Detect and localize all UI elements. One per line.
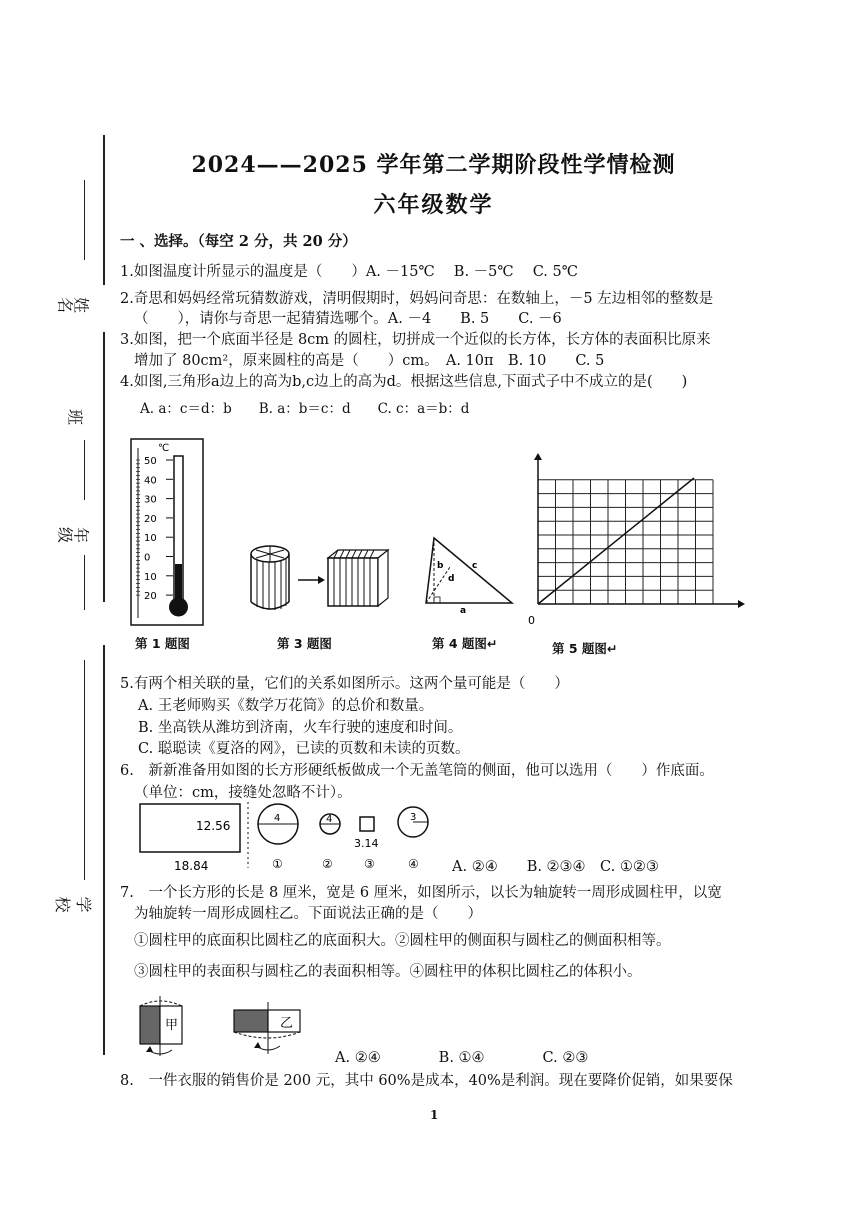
question-5-option-c: C. 聪聪读《夏洛的网》，已读的页数和未读的页数。 bbox=[138, 741, 470, 757]
question-5-option-b: B. 坐高铁从潍坊到济南，火车行驶的速度和时间。 bbox=[138, 720, 463, 736]
thermo-tick-label: 20 bbox=[144, 513, 157, 525]
question-6-options: A. ②④ B. ②③④ C. ①②③ bbox=[452, 859, 659, 875]
question-4-options: A. a：c＝d：b B. a：b＝c：d C. c：a＝b：d bbox=[140, 401, 470, 417]
triangle-figure bbox=[420, 535, 520, 615]
circle1-label: 4 bbox=[274, 813, 281, 824]
school-blank[interactable] bbox=[84, 660, 85, 880]
binding-line-bottom bbox=[103, 645, 105, 1055]
name-label: 姓名 bbox=[57, 294, 90, 314]
question-7-statement-1-2: ①圆柱甲的底面积比圆柱乙的底面积大。②圆柱甲的侧面积与圆柱乙的侧面积相等。 bbox=[134, 933, 671, 949]
binding-line-mid bbox=[103, 332, 105, 602]
page-number: 1 bbox=[430, 1108, 439, 1122]
option-num-3: ③ bbox=[364, 857, 375, 871]
exam-title: 2024——2025 学年第二学期阶段性学情检测 bbox=[191, 152, 676, 178]
caption-fig1: 第 1 题图 bbox=[135, 636, 190, 651]
question-3-line1: 3.如图，把一个底面半径是 8cm 的圆柱，切拼成一个近似的长方体，长方体的表面积比原来 bbox=[120, 332, 711, 348]
origin-label: 0 bbox=[528, 614, 535, 627]
rect-width: 18.84 bbox=[174, 859, 209, 873]
class-blank[interactable] bbox=[84, 440, 85, 500]
exam-subtitle: 六年级数学 bbox=[373, 192, 494, 218]
thermo-unit: ℃ bbox=[158, 443, 170, 454]
cylinder-to-box-figure bbox=[248, 540, 393, 615]
question-7-line2: 为轴旋转一周形成圆柱乙。下面说法正确的是（ ） bbox=[134, 906, 482, 922]
question-5-option-a: A. 王老师购买《数学万花筒》的总价和数量。 bbox=[138, 698, 434, 714]
grade-label: 年级 bbox=[57, 524, 90, 544]
thermo-tick-label: 50 bbox=[144, 456, 157, 467]
label-d: d bbox=[448, 574, 455, 584]
label-jia: 甲 bbox=[165, 1018, 179, 1033]
circle2-label: 4 bbox=[326, 814, 333, 825]
label-b: b bbox=[437, 561, 444, 571]
question-4: 4.如图,三角形a边上的高为b,c边上的高为d。根据这些信息,下面式子中不成立的是( ) bbox=[120, 374, 688, 390]
option-num-2: ② bbox=[322, 857, 333, 871]
grade-blank[interactable] bbox=[84, 555, 85, 610]
question-7-options: A. ②④ B. ①④ C. ②③ bbox=[335, 1050, 589, 1066]
thermo-tick-label: 0 bbox=[144, 552, 151, 564]
q6-figure bbox=[138, 802, 438, 874]
school-label: 学 校 bbox=[54, 894, 93, 914]
question-2-line1: 2.奇思和妈妈经常玩猜数游戏，清明假期时，妈妈问奇思：在数轴上，－5 左边相邻的整数是 bbox=[120, 291, 714, 307]
question-1: 1.如图温度计所显示的温度是（ ）A. －15℃ B. －5℃ C. 5℃ bbox=[120, 264, 578, 280]
thermo-tick-label: 40 bbox=[144, 475, 157, 487]
grid-line-figure bbox=[526, 452, 746, 632]
label-yi: 乙 bbox=[280, 1016, 294, 1031]
caption-fig4: 第 4 题图↵ bbox=[432, 636, 498, 651]
rect-height: 12.56 bbox=[196, 819, 231, 833]
section-heading: 一 、选择。（每空 2 分，共 20 分） bbox=[120, 233, 357, 250]
class-label: 班 bbox=[67, 406, 84, 426]
question-6-line1: 6. 新新准备用如图的长方形硬纸板做成一个无盖笔筒的侧面，他可以选用（ ）作底面。 bbox=[120, 763, 714, 779]
question-7-line1: 7. 一个长方形的长是 8 厘米，宽是 6 厘米，如图所示，以长为轴旋转一周形成圆柱甲，以宽 bbox=[120, 885, 722, 901]
question-8: 8. 一件衣服的销售价是 200 元，其中 60%是成本，40%是利润。现在要降价促销，如果要保 bbox=[120, 1073, 733, 1089]
caption-fig5: 第 5 题图↵ bbox=[552, 641, 618, 656]
thermo-tick-label: 20 bbox=[144, 591, 157, 603]
thermo-tick-label: 10 bbox=[144, 571, 157, 583]
option-num-1: ① bbox=[272, 857, 283, 871]
question-6-line2: （单位：cm，接缝处忽略不计）。 bbox=[134, 785, 352, 801]
question-3-line2: 增加了 80cm²，原来圆柱的高是（ ）cm。 A. 10π B. 10 C. 5 bbox=[134, 353, 605, 369]
square-label: 3.14 bbox=[354, 837, 379, 850]
q7-rotation-figure bbox=[130, 994, 320, 1060]
label-c: c bbox=[472, 561, 478, 571]
question-5: 5.有两个相关联的量，它们的关系如图所示。这两个量可能是（ ） bbox=[120, 676, 569, 692]
circle4-label: 3 bbox=[410, 812, 417, 823]
question-7-statement-3-4: ③圆柱甲的表面积与圆柱乙的表面积相等。④圆柱甲的体积比圆柱乙的体积小。 bbox=[134, 964, 642, 980]
option-num-4: ④ bbox=[408, 857, 419, 871]
thermo-tick-label: 30 bbox=[144, 494, 157, 506]
thermo-tick-label: 10 bbox=[144, 533, 157, 545]
thermometer-figure bbox=[130, 438, 205, 628]
caption-fig3: 第 3 题图 bbox=[277, 636, 332, 651]
label-a: a bbox=[460, 606, 467, 615]
question-2-line2: （ ），请你与奇思一起猜猜选哪个。A. －4 B. 5 C. －6 bbox=[134, 311, 562, 327]
